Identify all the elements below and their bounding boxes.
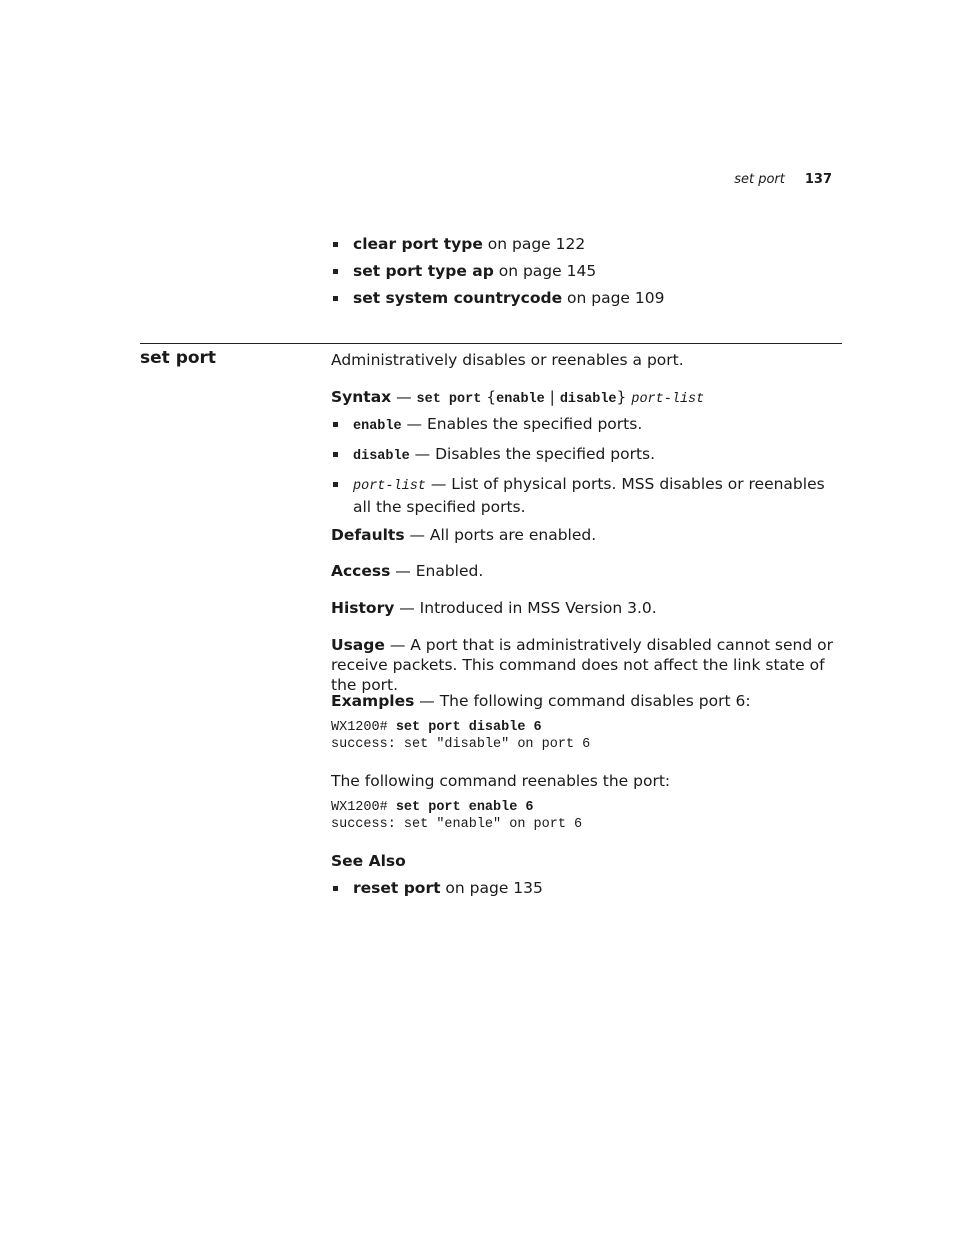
- section-title: set port: [140, 348, 217, 368]
- code-example-2: WX1200# set port enable 6 success: set "enable" on port 6: [331, 800, 583, 832]
- section-divider: [140, 343, 842, 344]
- examples-line: Examples — The following command disables port 6:: [331, 692, 751, 710]
- defaults-line: Defaults — All ports are enabled.: [331, 526, 597, 544]
- param-list: [331, 414, 842, 517]
- running-header: [734, 172, 832, 187]
- syntax-line: Syntax — set port {enable | disable} port-list: [331, 388, 705, 407]
- list-item[interactable]: reset port on page 135: [331, 878, 543, 898]
- param-item: port-list — List of physical ports. MSS disables or reenables all the specified ports.: [331, 474, 842, 517]
- section-description: Administratively disables or reenables a port.: [331, 351, 684, 369]
- usage-paragraph: Usage — A port that is administratively disabled cannot send or receive packets. This command does not affect the link state of the port.: [331, 636, 833, 694]
- history-line: History — Introduced in MSS Version 3.0.: [331, 599, 657, 617]
- see-also-list: [331, 878, 543, 898]
- list-item[interactable]: set system countrycode on page 109: [331, 288, 664, 308]
- code-example-1: WX1200# set port disable 6 success: set "disable" on port 6: [331, 720, 591, 752]
- access-line: Access — Enabled.: [331, 562, 484, 580]
- param-item: enable — Enables the specified ports.: [331, 414, 842, 437]
- list-item[interactable]: set port type ap on page 145: [331, 261, 664, 281]
- page-number: 137: [804, 172, 832, 187]
- top-related-list: [331, 234, 664, 308]
- list-item[interactable]: clear port type on page 122: [331, 234, 664, 254]
- see-also-heading: See Also: [331, 852, 406, 870]
- header-title: set port: [734, 172, 785, 187]
- example-2-intro: The following command reenables the port:: [331, 772, 671, 790]
- param-item: disable — Disables the specified ports.: [331, 444, 842, 467]
